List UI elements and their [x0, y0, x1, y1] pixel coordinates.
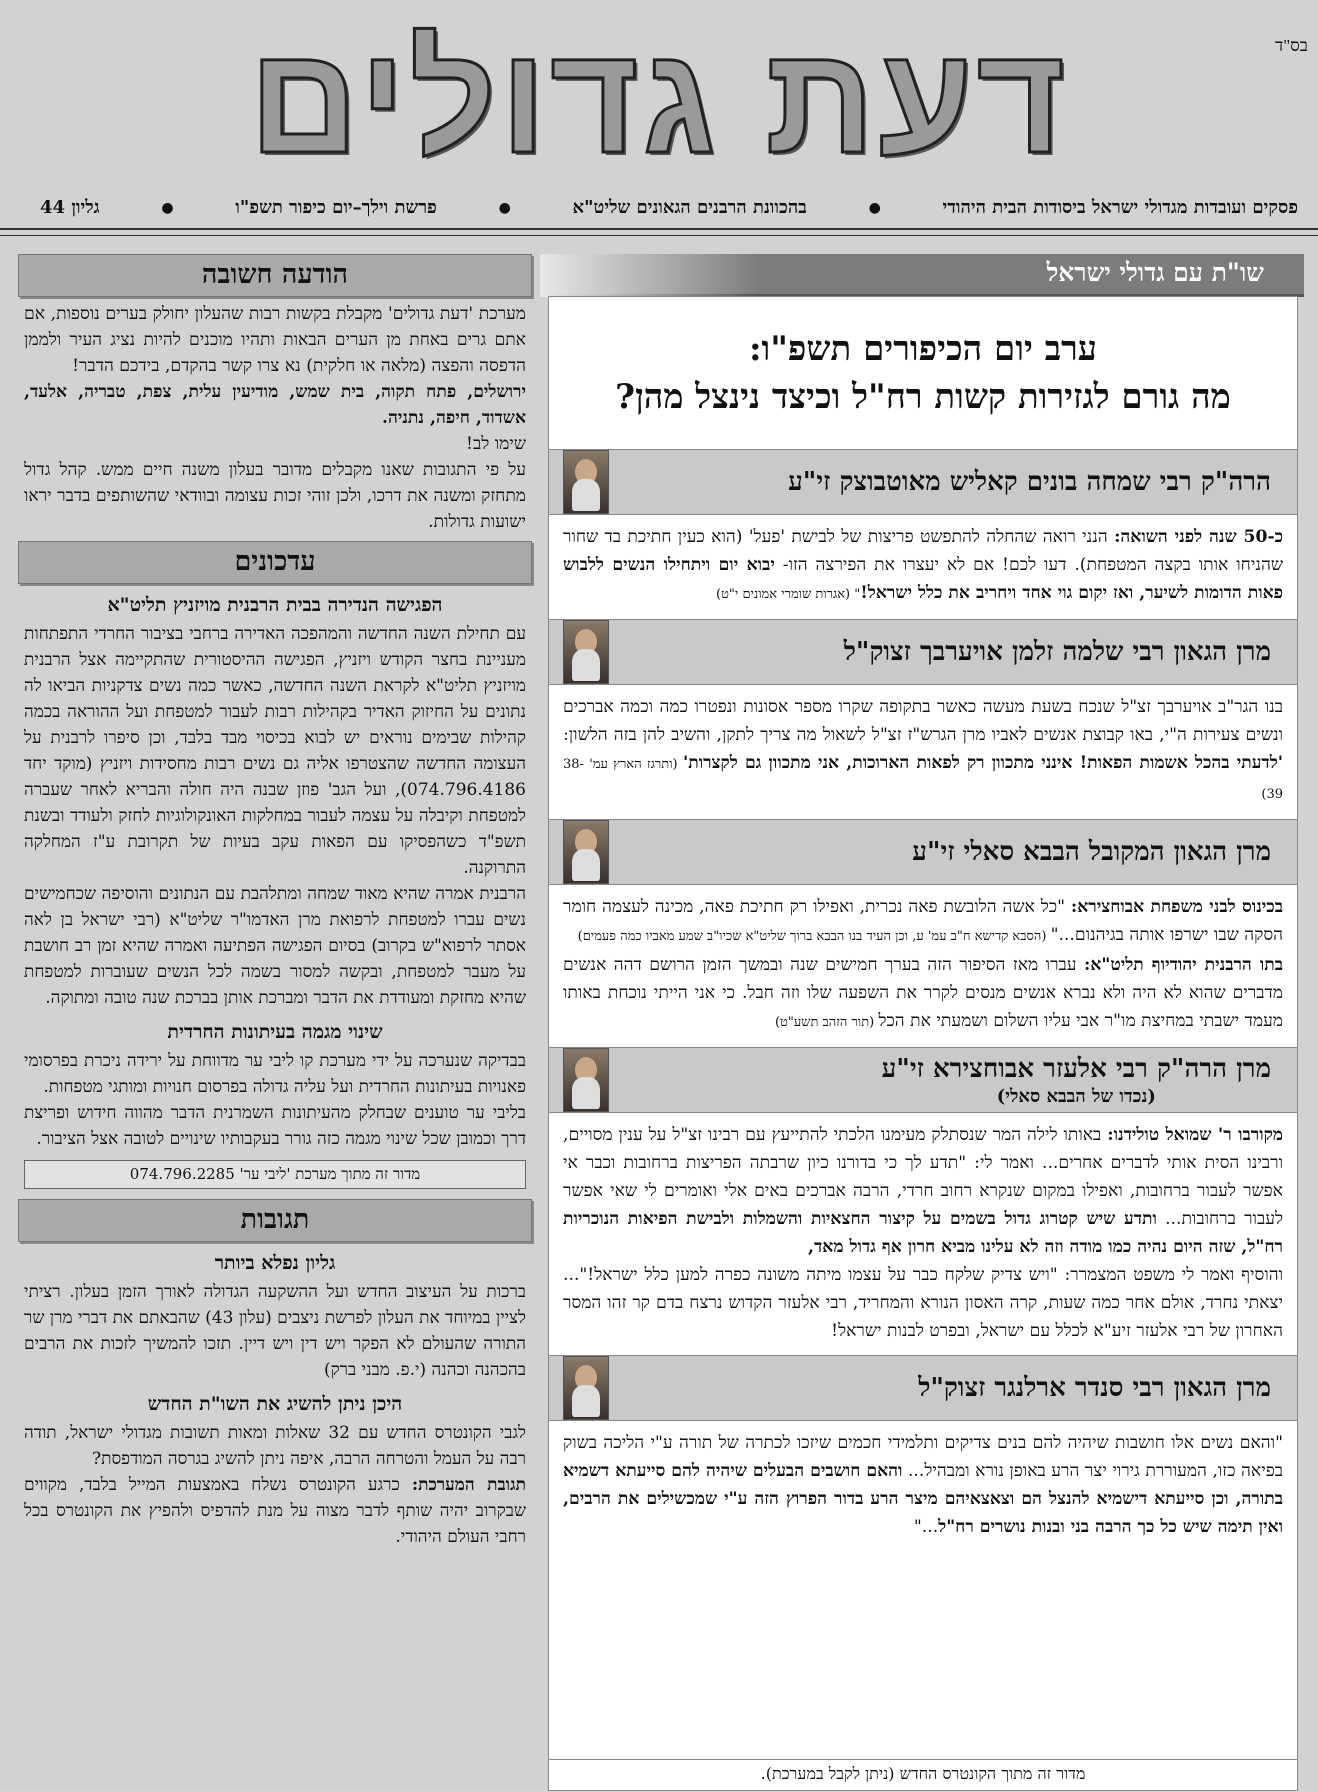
- quote-body: [563, 685, 1283, 819]
- issue-number: גליון 44: [40, 197, 100, 218]
- answer-text: כרגע הקונטרס נשלח באמצעות המייל בלבד, מקווים שבקרוב יהיה שותף לדבר מצוה על מנת להדפיס ולהפיץ את הקונטרס בכל רחבי העולם היהודי.: [24, 1475, 526, 1547]
- quote-text: "כל אשה הלובשת פאה נכרית, ואפילו רק חתיכת פאה, מכינה לעצמה חומר הסקה שבו ישרפו אותה בגיהנום...": [563, 897, 1283, 945]
- quote-body: [563, 885, 1283, 1047]
- person-header: [549, 819, 1297, 885]
- notice-body: [24, 301, 526, 535]
- portrait-image: [563, 1356, 609, 1420]
- quote-text: בנו הגר"ב אויערבך זצ"ל שנכח בשעת מעשה כאשר בתקופה שקרו מספר אסונות ונפטרו כמה וכמה אברכים ונשים צעירות ה"י, באו קבוצת אנשים לאביו מרן הגרש"ז זצ"ל לשאול מה צריך לתקן, והשיב להן בזה הלשון:: [563, 697, 1283, 745]
- person-name: מרן הגאון רבי סנדר ארלנגר זצוק"ל: [918, 1373, 1271, 1403]
- responses-paragraph: לגבי הקונטרס החדש עם 32 שאלות ומאות תשובות מגדולי ישראל, תודה רבה על העמל והטרחה הרבה, איפה ניתן להשיג בגרסה המודפסת?: [24, 1423, 526, 1469]
- updates-paragraph: בבדיקה שנערכה על ידי מערכת קו ליבי ער מדווחת על ירידה ניכרת בפרסומי פאנויות בעיתונות החרדית ועל עליה גדולה בפרסום חנויות ומותגי מטפחות.: [24, 1051, 526, 1097]
- quote-lead: בכינוס לבני משפחת אבוחצירא:: [1070, 897, 1283, 917]
- person-name-text: מרן הרה"ק רבי אלעזר אבוחצירא זי"ע: [881, 1053, 1271, 1084]
- quote-text: באותו לילה המר שנסתלק מעימנו הלכתי להתייעץ עם רבינו זצ"ל על ענין מסויים, ורבינו הסית אותי לדברים אחרים... ואמר לי: "תדע לך כי בדורנו כיון שרבתה הפריצות ברחובות וכבר אי אפשר לעבור ברחובות, ואפילו במקום שנקרא רחוב חרדי, הרבה אברכים באים אלי ואומרים לי שאי אפשר לעבור ברחובות...: [563, 1125, 1283, 1229]
- responses-answer: [24, 1472, 526, 1550]
- quote-source: (הסבא קדישא ח"ב עמ' ע, וכן העיד בנו הבבא ברוך שליט"א שכיו"ב שמע מאביו כמה פעמים): [577, 929, 1051, 944]
- quote-lead: כ-50 שנה לפני השואה:: [1114, 527, 1283, 547]
- section-band: שו"ת עם גדולי ישראל: [540, 254, 1304, 297]
- quote-source: " (אגרות שומרי אמונים י"ט): [716, 587, 861, 602]
- updates-header: עדכונים: [18, 541, 532, 584]
- sidebar-column: [18, 248, 532, 1791]
- answer-label: תגובת המערכת:: [411, 1475, 526, 1495]
- quote-lead: בתו הרבנית יהודיוף תליט"א:: [1084, 955, 1283, 975]
- section-credit: מדור זה מתוך הקונטרס החדש (ניתן לקבל במערכת).: [549, 1759, 1297, 1790]
- main-column: [540, 254, 1304, 1791]
- responses-header: תגובות: [18, 1199, 532, 1242]
- quote-lead: מקורבו ר' שמואל טולידנו:: [1107, 1125, 1284, 1145]
- person-name-sub: (נכדו של הבבא סאלי): [996, 1085, 1156, 1107]
- bullet-icon: ●: [498, 199, 511, 216]
- person-name: הרה"ק רבי שמחה בונים קאליש מאוטבוצק זי"ע: [788, 467, 1271, 497]
- quote-body: [563, 1421, 1283, 1551]
- updates-paragraph: בליבי ער טוענים שבחלק מהעיתונות השמרנית הדבר מהווה חידוש ופריצת דרך וכמובן שכל שינוי מגמה כזה גורר בעקבותיו שינויים לטובה אצל הציבור.: [24, 1103, 526, 1149]
- notice-paragraph: על פי התגובות שאנו מקבלים מדובר בעלון משנה חיים ממש. קהל גדול מתחזק ומשנה את דרכו, ולכן זוהי זכות עצומה ובוודאי שהשותפים בדבר יראו ישועות גדולות.: [24, 460, 526, 532]
- main-title-line2: מה גורם לגזירות קשות רח"ל וכיצד נינצל מהן?: [615, 377, 1231, 417]
- guidance: בהכוונת הרבנים הגאונים שליט"א: [572, 197, 807, 218]
- person-header: [549, 1047, 1297, 1113]
- portrait-image: [563, 450, 609, 514]
- portrait-image: [563, 620, 609, 684]
- quote-bold: יבוא יום ויתחילו הנשים ללבוש פאות הדומות לשיער, ואז יקום גוי אחד ויחריב את כלל ישראל!: [563, 555, 1283, 603]
- quote-text: עברו מאז הסיפור הזה בערך חמישים שנה ובמשך הזמן הרושם דהה אנשים מדברים שהוא לא היה ולא נברא אנשים מנסים לקרר את השפעה שלו וזה חבל. כי אני הייתי נוכחת באותו מעמד ישבתי במחיצת מו"ר אבי עליו השלום ושמעתי את הכל: [563, 955, 1283, 1031]
- bullet-icon: ●: [161, 199, 174, 216]
- quote-source: (תור הזהב תשע"ט): [774, 1015, 879, 1030]
- portrait-image: [563, 1048, 609, 1112]
- main-title: [563, 325, 1283, 421]
- updates-subheading: הפגישה הנדירה בבית הרבנית מויזניץ תליט"א: [107, 594, 443, 616]
- quote-bold: ותדע שיש קטרוג גדול בשמים על קיצור החצאיות והשמלות ולבישת הפיאות הנוכריות רח"ל, שזה היום נהיה כמו מודה וזה לא עלינו מביא חרון אף גדול מאד,: [563, 1209, 1283, 1257]
- quote-body: [563, 515, 1283, 619]
- quote-body: [563, 1113, 1283, 1355]
- bullet-icon: ●: [868, 199, 881, 216]
- masthead-rule: [0, 228, 1318, 236]
- tagline: פסקים ועובדות מגדולי ישראל ביסודות הבית היהודי: [942, 197, 1298, 218]
- updates-credit: מדור זה מתוך מערכת 'ליבי ער' 074.796.2285: [24, 1160, 526, 1189]
- logo: דעת גדולים: [248, 15, 1070, 185]
- person-header: [549, 449, 1297, 515]
- portrait-image: [563, 820, 609, 884]
- notice-header: הודעה חשובה: [18, 254, 532, 297]
- quote-text: "והאם נשים אלו חושבות שיהיה להם בנים צדיקים ותלמידי חכמים שיזכו לכתרה של תורה ע"י הליכה בשוק בפיאה כזו, המעוררת גירוי יצר הרע באופן נורא ומבהיל...: [563, 1433, 1283, 1481]
- quote-bold: והאם חושבים הבעלים שיהיה להם סייעתא דשמיא בתורה, וכן סייעתא דישמיא להנצל הם וצאצאיהם מיצר הרע בדור הפרוץ הזה ע"י שמכשילים את הרבים, ואין תימה שיש כל כך הרבה בני ובנות נושרים רח"ל: [563, 1461, 1283, 1537]
- quote-bold: 'לדעתי בהכל אשמות הפאות! אינני מתכוון רק לפאות הארוכות, אני מתכוון גם לקצרות': [682, 753, 1284, 773]
- person-header: [549, 619, 1297, 685]
- person-header: [549, 1355, 1297, 1421]
- person-name: מרן הגאון רבי שלמה זלמן אויערבך זצוק"ל: [843, 637, 1271, 667]
- notice-paragraph: מערכת 'דעת גדולים' מקבלת בקשות רבות שהעלון יחולק בערים נוספות, אם אתם גרים באחת מן הערים הבאות ותהיו מוכנים להיות נציג העיר ולממן הדפסה והפצה (מלאה או חלקית) נא צרו קשר בהקדם, בידכם הדבר!: [24, 304, 526, 376]
- updates-paragraph: הרבנית אמרה שהיא מאוד שמחה ומתלהבת עם הנתונים והוסיפה שכחמישים נשים עברו למטפחת לרפואת מרן האדמו"ר שליט"א (רבי ישראל בן לאה אסתר לרפוא"ש בקרוב) בסיום הפגישה הפתיעה ואמרה שהיא זמן רב חושבת על מעבר למטפחת, ובקשה למסור בשמה לכל הנשים שעוברות למטפחת שהיא מחזקת ומעודדת את הדבר ומברכת אותן בברכת שנה טובה ומתוקה.: [24, 884, 526, 1008]
- responses-subheading: היכן ניתן להשיג את השו"ת החדש: [147, 1393, 403, 1415]
- quote-source: (ותרגז הארץ עמ' 38-39): [563, 757, 1283, 802]
- updates-paragraph: עם תחילת השנה החדשה והמהפכה האדירה ברחבי בציבור החרדי התפתחות מעניינת בחצר הקודש ויזניץ, הפגישה ההיסטורית שהתקיימה אצל הרבנית מויזניץ תליט"א לקראת השנה החדשה, כאשר כמה נשים צדקניות הביאו לה נתונים על החיזוק האדיר בקהילות רבות לעבור למטפחת ועל ההוראה בכמה קהילות שבימים נוראים יש לבוא בכיסוי מבד בלבד, וכן סיפרו לרבנית על העצומה החדשה שהצטרפו אליה גם נשים רבות מחסידות ויזניץ (מוקד יחד 074.796.4186), ועל הגב' פוזן שבנה היה חולה והבריא לאחר שעברה למטפחת וקיבלה על עצמה לעבור במחלקות האונקולוגיות לחזק ולעודד ובשנת תשפ"ד כשהפסיקו עם הפאות עקב בעיות של תקרובת ע"ז המחלקה התרוקנה.: [24, 624, 526, 878]
- main-panel: [548, 296, 1298, 1791]
- responses-subheading: גליון נפלא ביותר: [214, 1252, 336, 1274]
- main-title-line1: ערב יום הכיפורים תשפ"ו:: [748, 329, 1098, 369]
- quote-text: הנני רואה שהחלה להתפשט פריצות של לבישת 'פעל' (הוא כעין חתיכת בד שחור שהניחו אותו בקצה המטפחת). דעו לכם! אם לא יעצרו את הפירצה הזו-: [563, 527, 1283, 575]
- quote-tail: ...": [913, 1517, 939, 1537]
- updates-subheading: שינוי מגמה בעיתונות החרדית: [167, 1021, 383, 1043]
- person-name: מרן הגאון המקובל הבבא סאלי זי"ע: [912, 837, 1271, 867]
- person-name: [882, 1054, 1271, 1107]
- notice-cities: ירושלים, פתח תקוה, בית שמש, מודיעין עלית, צפת, טבריה, אלעד, אשדוד, חיפה, נתניה.: [24, 382, 526, 428]
- responses-paragraph: ברכות על העיצוב החדש ועל ההשקעה הגדולה לאורך הזמן בעלון. רציתי לציין במיוחד את העלון לפרשת ניצבים (עלון 43) שהבאתם את דברי מרן שר התורה שהעולם לא הפקר ויש דין ויש דיין. תזכו להמשיך לזכות את הרבים בהכהנה וכהנה (י.פ. מבני ברק): [24, 1282, 526, 1380]
- parsha: פרשת וילך–יום כיפור תשפ"ו: [235, 197, 437, 218]
- notice-attention: שימו לב!: [466, 434, 526, 454]
- quote-text: והוסיף ואמר לי משפט המצמרר: "ויש צדיק שלקח כבר על עצמו מיתה משונה כפרה למען כלל ישראל!"... יצאתי נחרד, אולם אחר כמה שעות, קרה האסון הנורא והמחריד, רבי אלעזר הקדוש נרצח בדם קר זהו המסר האחרון של רבי אלעזר זיע"א לכלל עם ישראל, ובפרט לבנות ישראל!: [563, 1265, 1283, 1341]
- subheader: [40, 197, 1298, 218]
- bsd-mark: בס"ד: [1275, 36, 1308, 55]
